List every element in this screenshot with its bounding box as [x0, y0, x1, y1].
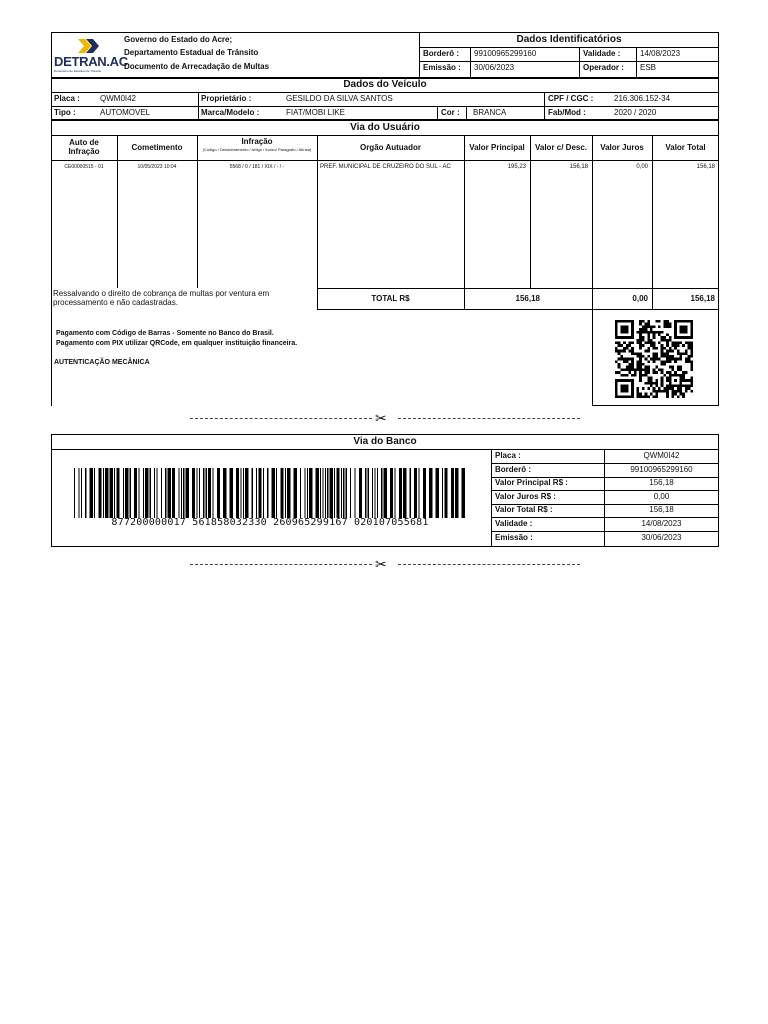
cpf-label: CPF / CGC :	[548, 94, 594, 103]
emissao-label: Emissão :	[423, 63, 461, 72]
col-principal: Valor Principal	[469, 143, 525, 152]
col-infracao-sub: (Codigo / Desdobramento / Artigo / Inciso/ Paragrafo / Alínea)	[202, 147, 312, 152]
tipo-value: AUTOMOVEL	[100, 108, 151, 117]
col-juros: Valor Juros	[600, 143, 644, 152]
cpf-value: 216.306.152-34	[614, 94, 671, 103]
operador-label: Operador :	[583, 63, 624, 72]
payment-line-1: Pagamento com Código de Barras - Somente no Banco do Brasil.	[56, 330, 274, 337]
bank-field-label: Emissão :	[495, 533, 533, 542]
tipo-label: Tipo :	[54, 108, 76, 117]
bank-field-label: Valor Juros R$ :	[495, 492, 556, 501]
col-infracao: Infração	[241, 137, 273, 146]
header-line-3: Documento de Arrecadação de Multas	[124, 62, 270, 71]
col-cometimento: Cometimento	[131, 143, 183, 152]
user-copy-title: Via do Usuário	[350, 122, 420, 133]
row-principal: 195,23	[507, 164, 526, 170]
bank-field-value: 0,00	[653, 492, 670, 501]
bank-field-label: Placa :	[495, 451, 521, 460]
total-label: TOTAL R$	[371, 294, 410, 303]
row-infracao: 5568 / 0 / 181 / XIX / - / -	[229, 164, 285, 170]
validade-value: 14/08/2023	[640, 49, 681, 58]
barcode-icon[interactable]	[72, 468, 468, 518]
header-line-2: Departamento Estadual de Trânsito	[124, 48, 259, 57]
header-line-1: Governo do Estado do Acre;	[124, 35, 233, 44]
proprietario-label: Proprietário :	[201, 94, 252, 103]
row-cometimento: 10/05/2023 10:04	[137, 164, 177, 170]
bank-field-value: QWM0I42	[643, 451, 680, 460]
marca-label: Marca/Modelo :	[201, 108, 260, 117]
col-total: Valor Total	[665, 143, 706, 152]
total-desc: 156,18	[515, 294, 540, 303]
bordero-value: 99100965299160	[474, 49, 537, 58]
fab-label: Fab/Mod :	[548, 108, 586, 117]
col-auto: Auto de Infração	[68, 138, 100, 156]
barcode-number: 877200000017 561858032330 260965299167 020107055681	[111, 517, 429, 528]
col-desc: Valor c/ Desc.	[534, 143, 588, 152]
bordero-label: Borderô :	[423, 49, 459, 58]
fab-value: 2020 / 2020	[614, 108, 657, 117]
payment-line-2: Pagamento com PIX utilizar QRCode, em qualquer instituição financeira.	[56, 340, 298, 347]
row-auto: CE00000515 - 01	[64, 164, 104, 170]
row-desc: 156,18	[569, 164, 588, 170]
bank-field-label: Valor Total R$ :	[495, 505, 553, 514]
logo-subtext: Departamento Estadual de Trânsito	[54, 69, 102, 73]
scissors-icon: ✂	[375, 410, 387, 426]
operador-value: ESB	[640, 63, 657, 72]
detran-logo-icon	[54, 36, 128, 76]
validade-label: Validade :	[583, 49, 621, 58]
scissors-icon: ✂	[375, 556, 387, 572]
row-total: 156,18	[696, 164, 715, 170]
marca-value: FIAT/MOBI LIKE	[286, 108, 345, 117]
bank-field-value: 14/08/2023	[641, 519, 682, 528]
bank-field-value: 30/06/2023	[641, 533, 682, 542]
bank-field-value: 99100965299160	[630, 465, 693, 474]
cor-label: Cor :	[441, 108, 460, 117]
bank-field-value: 156,18	[649, 478, 674, 487]
bank-field-label: Validade :	[495, 519, 533, 528]
bank-field-label: Borderô :	[495, 465, 531, 474]
cor-value: BRANCA	[473, 108, 507, 117]
total-juros: 0,00	[632, 294, 648, 303]
logo-text: DETRAN.AC	[54, 54, 128, 69]
bank-field-value: 156,18	[649, 505, 674, 514]
proprietario-value: GESILDO DA SILVA SANTOS	[286, 94, 393, 103]
auth-label: AUTENTICAÇÃO MECÂNICA	[54, 359, 150, 366]
disclaimer-text: Ressalvando o direito de cobrança de multas por ventura em processamento e não cadastradas.	[53, 289, 270, 307]
placa-label: Placa :	[54, 94, 80, 103]
bank-copy-title: Via do Banco	[353, 436, 417, 447]
total-total: 156,18	[690, 294, 715, 303]
col-orgao: Orgão Autuador	[359, 143, 422, 152]
vehicle-title: Dados do Veículo	[343, 79, 427, 90]
emissao-value: 30/06/2023	[474, 63, 515, 72]
qrcode-icon[interactable]	[615, 320, 693, 398]
placa-value: QWM0I42	[100, 94, 137, 103]
row-orgao: PREF. MUNICIPAL DE CRUZEIRO DO SUL - AC	[320, 164, 451, 170]
bank-field-label: Valor Principal R$ :	[495, 478, 568, 487]
ident-title: Dados Identificatórios	[516, 34, 622, 45]
row-juros: 0,00	[636, 164, 648, 170]
